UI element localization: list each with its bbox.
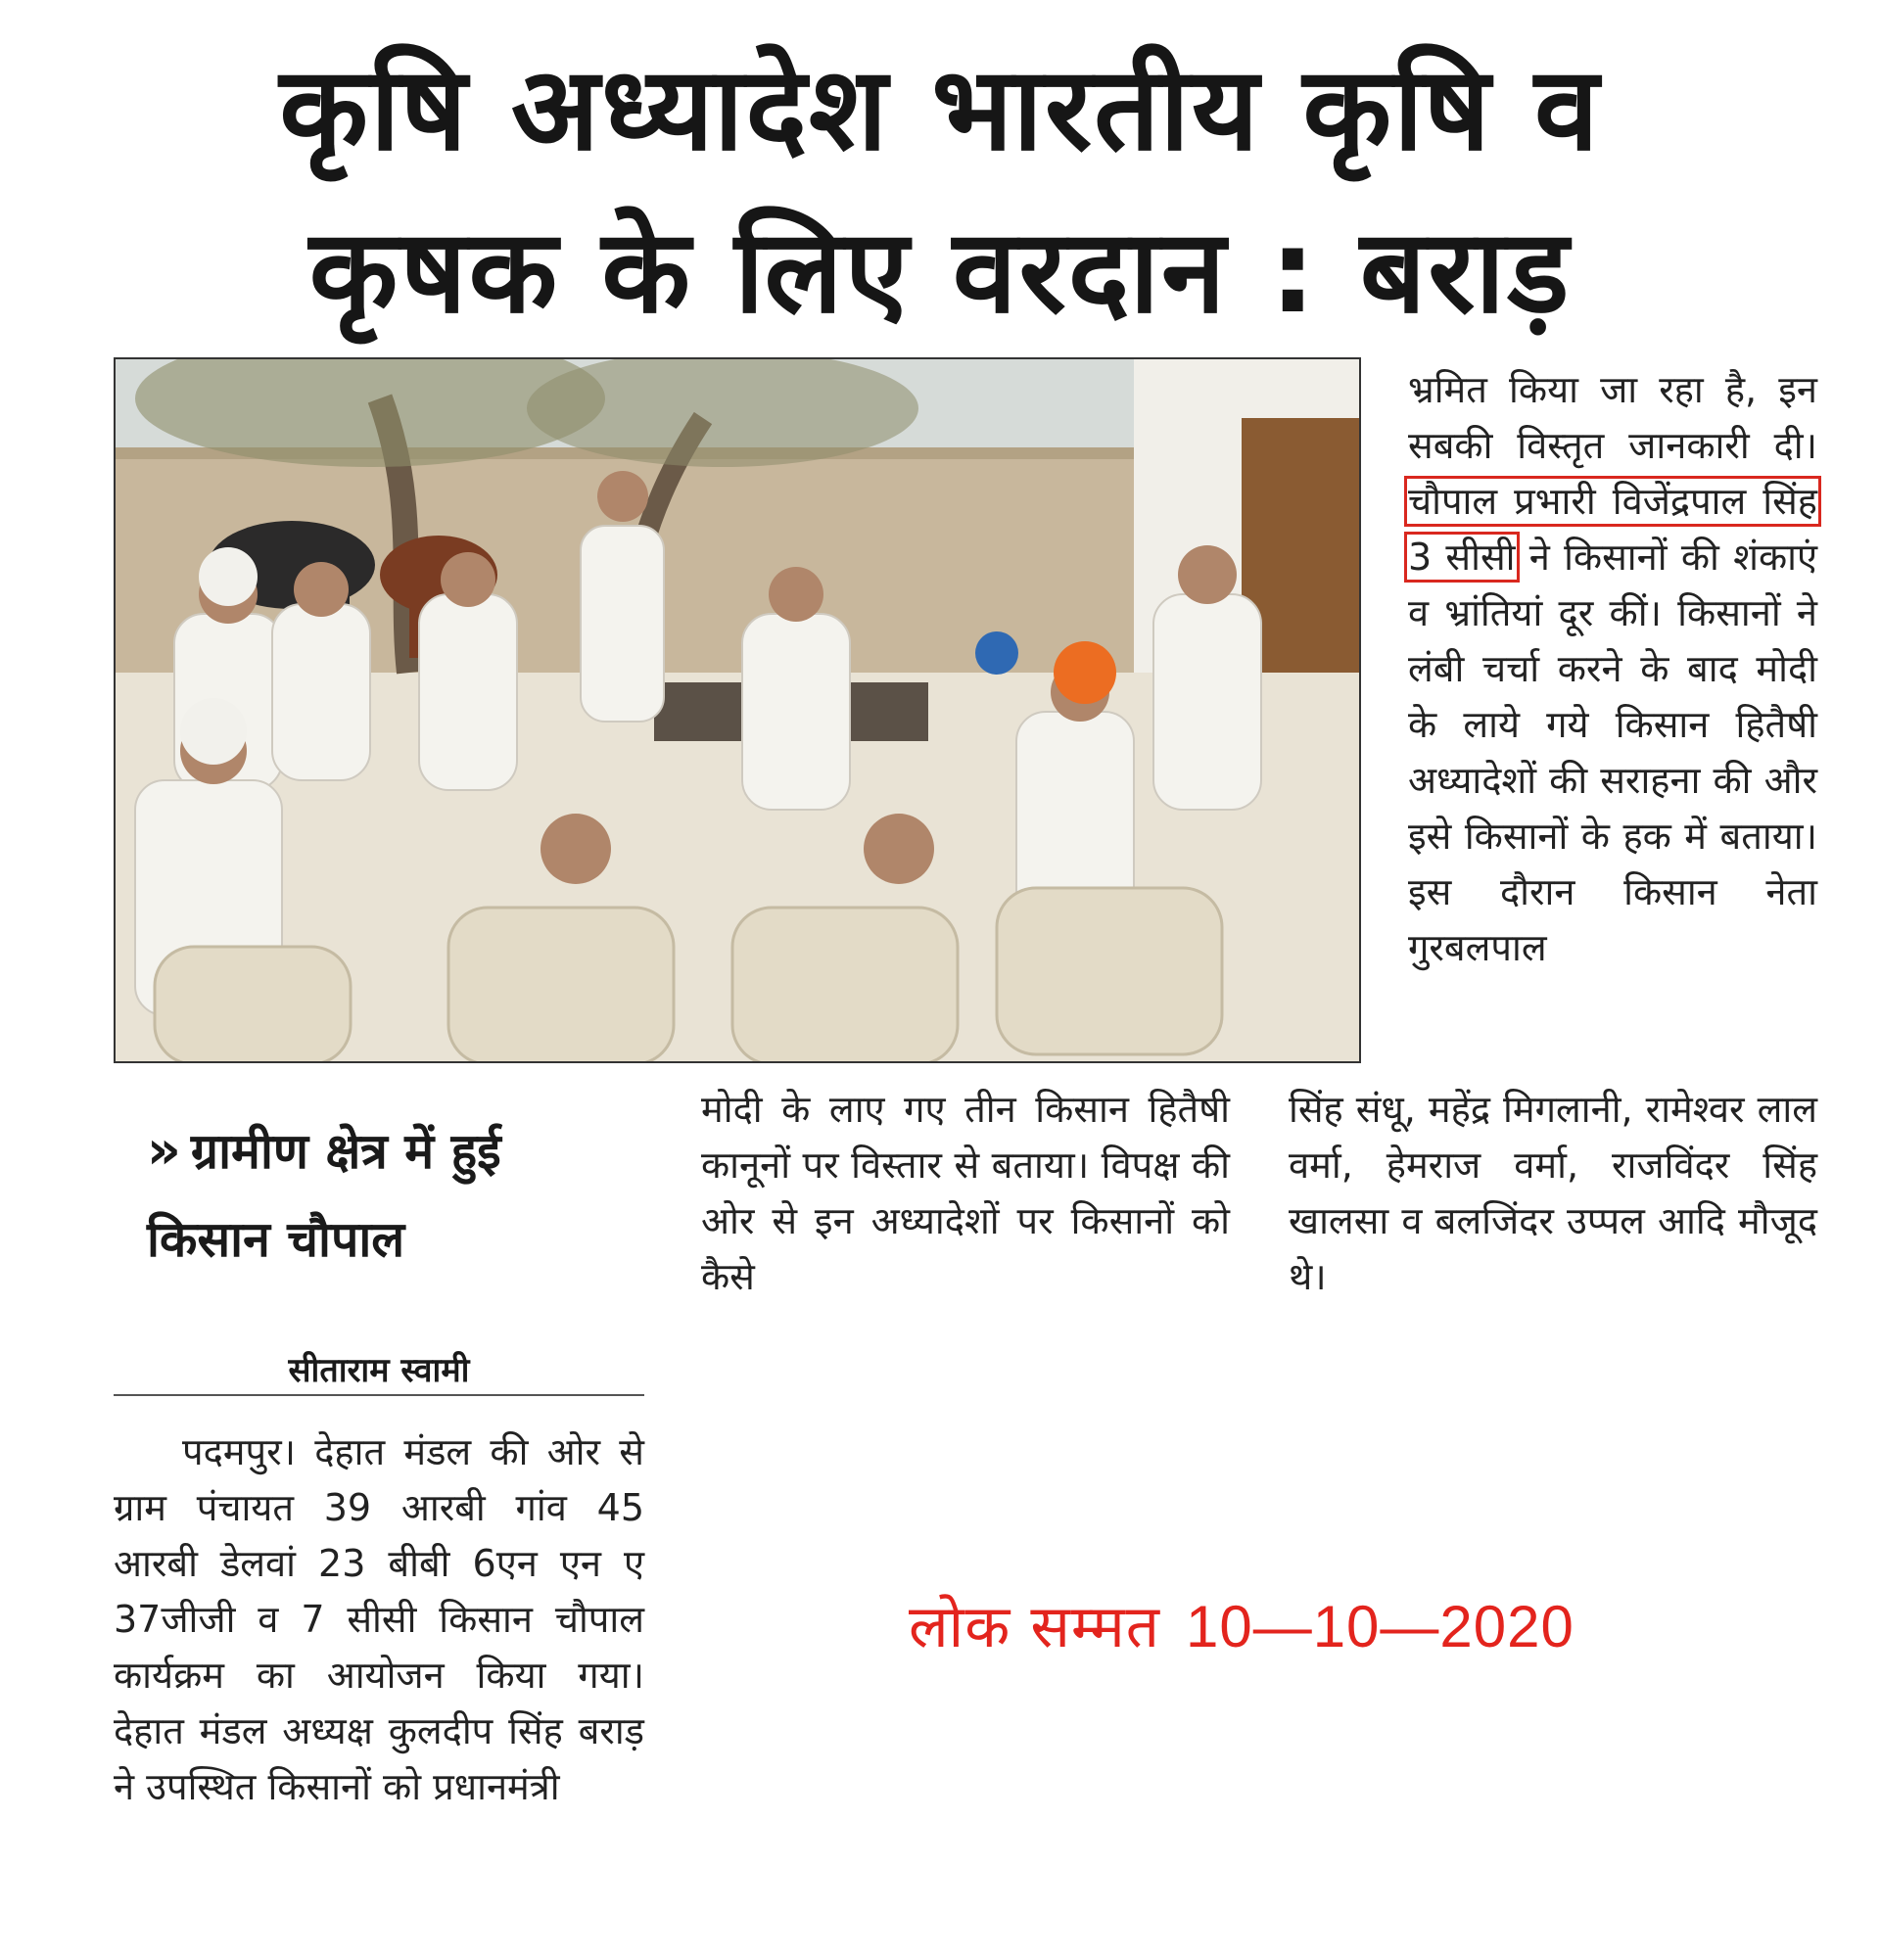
column-middle-text: मोदी के लाए गए तीन किसान हितैषी कानूनों पर विस्तार से बताया। विपक्ष की ओर से इन अध्यादेशों पर किसानों को कैसे (701, 1088, 1230, 1298)
farmers-meeting-photo-icon (116, 359, 1359, 1061)
headline-line-2: कृषक के लिए वरदान : बराड़ (308, 204, 1572, 339)
column-right (1408, 362, 1817, 976)
column-right-continued-text: सिंह संधू, महेंद्र मिगलानी, रामेश्वर लाल वर्मा, हेमराज वर्मा, राजविंदर सिंह खालसा व बलजिंदर उप्पल आदि मौजूद थे। (1289, 1088, 1817, 1298)
column-left-text: पदमपुर। देहात मंडल की ओर से ग्राम पंचायत 39 आरबी गांव 45 आरबी डेलवां 23 बीबी 6एन एन ए 37जीजी व 7 सीसी किसान चौपाल कार्यक्रम का आयोजन किया गया। देहात मंडल अध्यक्ष कुलदीप सिंह बराड़ ने उपस्थित किसानों को प्रधानमंत्री (114, 1430, 644, 1808)
source-stamp (909, 1584, 1574, 1664)
subheadline-line-1: ग्रामीण क्षेत्र में हुई (190, 1123, 501, 1180)
byline-rule (114, 1394, 644, 1396)
stamp-date: 10—10—2020 (1185, 1594, 1574, 1659)
column-right-text-start: भ्रमित किया जा रहा है, इन सबकी विस्तृत जानकारी दी। (1408, 368, 1817, 467)
headline-line-1: कृषि अध्यादेश भारतीय कृषि व (279, 41, 1601, 176)
double-chevron-icon: » (147, 1119, 181, 1181)
byline: सीताराम स्वामी (288, 1351, 470, 1390)
column-right-text-end: ने किसानों की शंकाएं व भ्रांतियां दूर कीं। किसानों ने लंबी चर्चा करने के बाद मोदी के लाये गये किसान हितैषी अध्यादेशों की सराहना की और इसे किसानों के हक में बताया। इस दौरान किसान नेता गुरबलपाल (1408, 536, 1817, 969)
news-photo (114, 357, 1361, 1063)
highlighted-name: चौपाल प्रभारी विजेंद्रपाल सिंह 3 सीसी (1408, 480, 1817, 579)
column-middle (701, 1082, 1230, 1305)
column-left (114, 1424, 644, 1815)
stamp-paper-name: लोक सम्मत (909, 1593, 1160, 1661)
column-right-continued (1289, 1082, 1817, 1305)
subheadline (147, 1106, 617, 1283)
subheadline-line-2: किसान चौपाल (147, 1211, 405, 1268)
